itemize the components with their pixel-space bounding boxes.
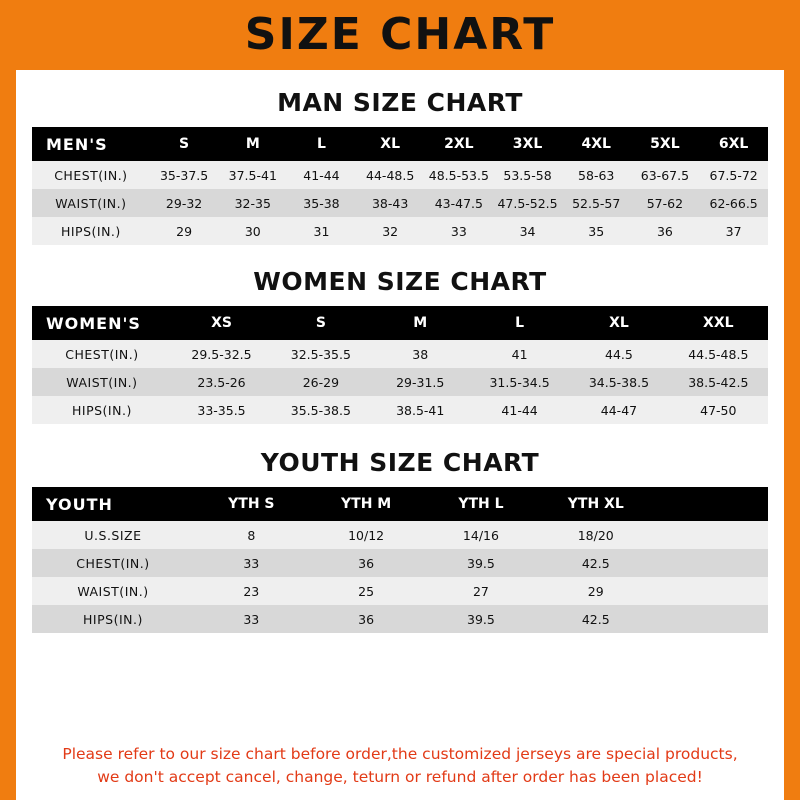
table-row: [32, 217, 768, 245]
row-label: U.S.SIZE: [84, 527, 142, 543]
youth-section-title: YOUTH SIZE CHART: [260, 448, 540, 477]
table-row: [32, 577, 768, 605]
women-section-title: WOMEN SIZE CHART: [253, 267, 547, 296]
table-cell: 34: [519, 223, 536, 239]
table-cell: 8: [247, 527, 256, 543]
row-label: CHEST(IN.): [65, 346, 139, 362]
table-cell: 37.5-41: [228, 167, 277, 183]
table-row: [32, 605, 768, 633]
table-cell: 25: [358, 583, 375, 599]
table-cell: 37: [725, 223, 742, 239]
table-cell: 39.5: [467, 555, 495, 571]
header-cell: YTH M: [309, 487, 424, 521]
header-cell: 5XL: [631, 127, 700, 161]
table-cell: 32-35: [234, 195, 271, 211]
header-cell: XL: [356, 127, 425, 161]
table-cell: 57-62: [646, 195, 684, 211]
man-size-table: [32, 127, 768, 245]
header-cell: 3XL: [493, 127, 562, 161]
header-cell-label: WOMEN'S: [32, 306, 172, 340]
header-cell: M: [371, 306, 470, 340]
table-cell: [653, 521, 768, 549]
table-cell: 38.5-42.5: [688, 374, 749, 390]
header-cell: 4XL: [562, 127, 631, 161]
table-cell: 44-47: [600, 402, 638, 418]
footer-note: [32, 733, 768, 800]
table-cell: 26-29: [302, 374, 340, 390]
header-cell: 6XL: [699, 127, 768, 161]
table-cell: 10/12: [348, 527, 385, 543]
table-cell: 29-31.5: [396, 374, 445, 390]
table-cell: 23: [243, 583, 260, 599]
table-row: [32, 368, 768, 396]
table-cell: 35-37.5: [159, 167, 209, 183]
banner-title: SIZE CHART: [244, 9, 556, 60]
table-cell: 33: [243, 611, 260, 627]
row-label: WAIST(IN.): [77, 583, 149, 599]
table-cell: 43-47.5: [434, 195, 483, 211]
header-cell: YTH L: [424, 487, 539, 521]
header-cell: XS: [172, 306, 271, 340]
table-cell: 29: [176, 223, 193, 239]
table-cell: 27: [472, 583, 489, 599]
table-cell: 35: [588, 223, 605, 239]
women-size-table: [32, 306, 768, 424]
table-cell: 14/16: [462, 527, 499, 543]
table-cell: 30: [244, 223, 261, 239]
table-cell: 29-32: [165, 195, 203, 211]
table-cell: 32.5-35.5: [290, 346, 351, 362]
table-row: [32, 189, 768, 217]
table-cell: 42.5: [581, 555, 610, 571]
header-cell-label: MEN'S: [32, 127, 150, 161]
table-cell: 29.5-32.5: [191, 346, 252, 362]
header-cell-label: YOUTH: [32, 487, 194, 521]
table-cell: 35.5-38.5: [290, 402, 351, 418]
header-cell: XXL: [669, 306, 768, 340]
table-cell: 41-44: [501, 402, 538, 418]
header-cell: XL: [569, 306, 668, 340]
table-header-row: [32, 127, 768, 161]
table-cell: 38: [412, 346, 429, 362]
table-cell: 47.5-52.5: [497, 195, 558, 211]
row-label: CHEST(IN.): [54, 167, 128, 183]
table-cell: 48.5-53.5: [428, 167, 489, 183]
table-cell: 31: [313, 223, 330, 239]
header-cell: M: [218, 127, 287, 161]
table-cell: 38.5-41: [396, 402, 445, 418]
table-cell: [653, 605, 768, 633]
table-cell: [653, 577, 768, 605]
table-cell: 44.5: [605, 346, 633, 362]
table-cell: 44-48.5: [366, 167, 415, 183]
header-cell: YTH XL: [538, 487, 653, 521]
table-cell: 31.5-34.5: [489, 374, 550, 390]
table-cell: 34.5-38.5: [588, 374, 650, 390]
header-cell: S: [271, 306, 370, 340]
table-cell: 58-63: [578, 167, 615, 183]
table-cell: 42.5: [581, 611, 610, 627]
table-row: [32, 396, 768, 424]
table-cell: 47-50: [700, 402, 737, 418]
table-cell: 36: [358, 611, 375, 627]
table-header-row: [32, 306, 768, 340]
header-cell: YTH S: [194, 487, 309, 521]
table-row: [32, 521, 768, 549]
header-cell: S: [150, 127, 219, 161]
content: [16, 70, 784, 800]
footer-note-line-1: Please refer to our size chart before order,the customized jerseys are special products,: [62, 745, 738, 764]
man-section-title: MAN SIZE CHART: [277, 88, 523, 117]
table-cell: 39.5: [467, 611, 495, 627]
table-row: [32, 340, 768, 368]
table-cell: 33: [243, 555, 260, 571]
row-label: HIPS(IN.): [60, 223, 121, 239]
row-label: WAIST(IN.): [55, 195, 127, 211]
header-cell: 2XL: [425, 127, 494, 161]
table-cell: 52.5-57: [572, 195, 621, 211]
header-cell: L: [470, 306, 569, 340]
row-label: HIPS(IN.): [83, 611, 143, 627]
row-label: WAIST(IN.): [66, 374, 138, 390]
table-cell: 67.5-72: [709, 167, 758, 183]
table-cell: [653, 549, 768, 577]
table-cell: 36: [358, 555, 375, 571]
table-header-row: [32, 487, 768, 521]
table-cell: 33-35.5: [197, 402, 246, 418]
table-cell: 41: [511, 346, 528, 362]
table-cell: 18/20: [577, 527, 614, 543]
table-cell: 63-67.5: [640, 167, 690, 183]
table-cell: 38-43: [371, 195, 409, 211]
table-cell: 29: [587, 583, 604, 599]
table-cell: 53.5-58: [503, 167, 552, 183]
row-label: CHEST(IN.): [76, 555, 150, 571]
table-cell: 36: [656, 223, 673, 239]
header-cell: [653, 487, 768, 521]
table-cell: 33: [450, 223, 467, 239]
banner: [16, 0, 784, 70]
youth-size-table: [32, 487, 768, 633]
table-cell: 35-38: [303, 195, 340, 211]
table-cell: 62-66.5: [709, 195, 758, 211]
footer-note-line-2: we don't accept cancel, change, teturn or refund after order has been placed!: [97, 767, 703, 786]
header-cell: L: [287, 127, 356, 161]
table-cell: 23.5-26: [197, 374, 246, 390]
table-cell: 32: [382, 223, 399, 239]
table-cell: 41-44: [303, 167, 340, 183]
table-row: [32, 161, 768, 189]
row-label: HIPS(IN.): [72, 402, 132, 418]
table-row: [32, 549, 768, 577]
table-cell: 44.5-48.5: [688, 346, 749, 362]
